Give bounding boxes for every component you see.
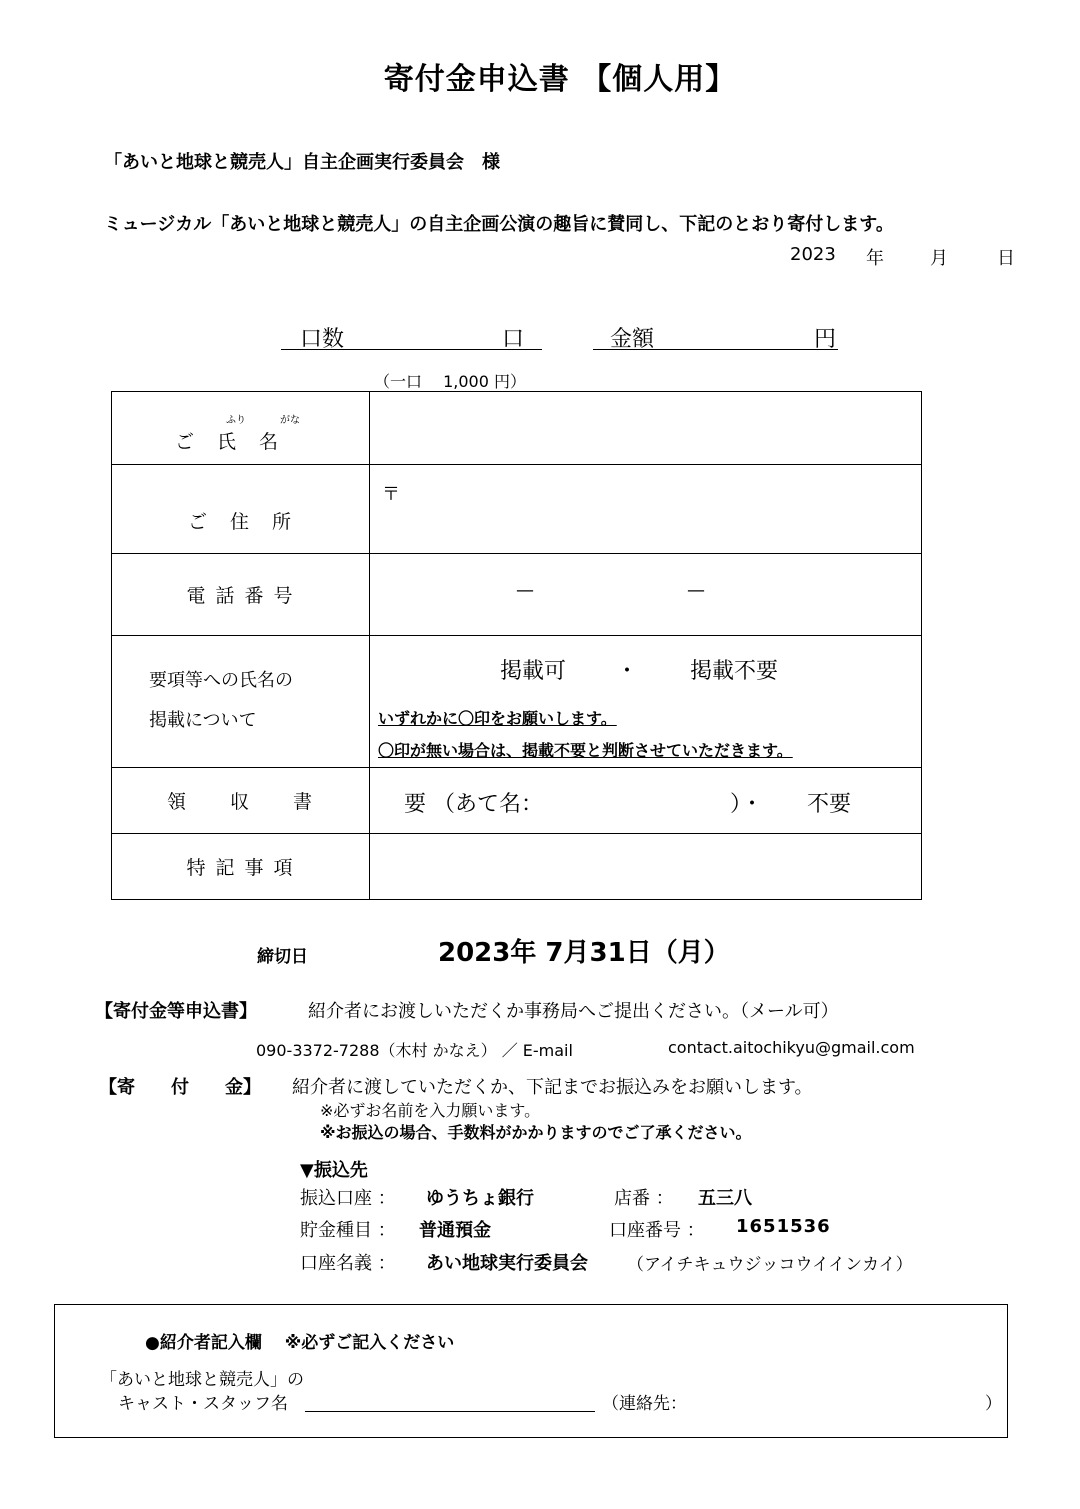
date-day-unit: 日 — [997, 248, 1015, 269]
unit-note: （一口 1,000 円） — [374, 372, 526, 391]
postal-mark: 〒 — [382, 484, 400, 505]
kuchi-underline — [281, 349, 542, 350]
notes-label: 特 記 事 項 — [112, 834, 370, 900]
listing-field — [370, 636, 922, 768]
introducer-contact-open: （連絡先： — [602, 1394, 687, 1414]
address-label: ご 住 所 — [112, 465, 370, 554]
amount-label: 金額 — [610, 327, 655, 352]
name-field[interactable] — [370, 392, 922, 465]
phone-dash-1: — — [516, 580, 534, 601]
bank-type-label: 貯金種目 ： — [300, 1220, 396, 1241]
introducer-box — [54, 1304, 1008, 1438]
receipt-close: ）・ — [730, 792, 764, 817]
listing-label-cell — [112, 636, 370, 768]
intro-text: ミュージカル「あいと地球と競売人」の自主企画公演の趣旨に賛同し、下記のとおり寄付します。 — [104, 214, 894, 235]
name-label-cell — [112, 392, 370, 465]
date-year: 2023 — [790, 244, 836, 265]
listing-note-2: 〇印が無い場合は、掲載不要と判断させていただきます。 — [378, 741, 793, 760]
notes-field[interactable] — [370, 834, 922, 900]
donation-note-1: ※必ずお名前を入力願います。 — [320, 1101, 541, 1120]
application-email[interactable]: contact.aitochikyu@gmail.com — [668, 1038, 915, 1057]
phone-field[interactable] — [370, 554, 922, 636]
bank-holder-value: あい地球実行委員会 — [426, 1253, 588, 1274]
bank-holder-kana: （アイチキュウジッコウイインカイ） — [627, 1255, 913, 1275]
kuchi-unit: 口 — [502, 327, 525, 352]
listing-option-ok[interactable]: 掲載可 — [500, 659, 567, 684]
application-text: 紹介者にお渡しいただくか事務局へご提出ください。（メール可） — [308, 1001, 839, 1022]
listing-note-1: いずれかに〇印をお願いします。 — [378, 709, 617, 728]
bank-type-value: 普通預金 — [419, 1220, 491, 1241]
introducer-name-field[interactable] — [305, 1411, 595, 1412]
addressee: 「あいと地球と競売人」自主企画実行委員会 様 — [104, 152, 500, 173]
introducer-line-2: キャスト・スタッフ名 — [118, 1394, 288, 1414]
bank-number-label: 口座番号 ： — [609, 1220, 705, 1241]
introducer-line-1: 「あいと地球と競売人」の — [100, 1370, 304, 1390]
amount-underline — [593, 349, 838, 350]
listing-separator: ・ — [616, 659, 639, 684]
address-field[interactable] — [370, 465, 922, 554]
amount-unit: 円 — [814, 327, 837, 352]
listing-label-1: 要項等への氏名の — [149, 669, 293, 691]
name-ruby-2: がな — [280, 415, 300, 426]
listing-label-2: 掲載について — [149, 709, 257, 731]
receipt-label: 領 収 書 — [112, 768, 370, 834]
application-contact: 090-3372-7288（木村 かなえ） ／ E-mail — [256, 1041, 573, 1060]
name-ruby-1: ふり — [226, 415, 246, 426]
application-heading: 【寄付金等申込書】 — [95, 1001, 257, 1022]
bank-number-value: 1651536 — [736, 1216, 831, 1237]
bank-holder-label: 口座名義 ： — [300, 1253, 396, 1274]
listing-option-ng[interactable]: 掲載不要 — [690, 659, 779, 684]
bank-branch-label: 店番 ： — [614, 1188, 674, 1209]
application-form-table — [111, 391, 922, 900]
introducer-heading: ●紹介者記入欄 ※必ずご記入ください — [145, 1333, 455, 1353]
kuchi-label: 口数 — [300, 327, 345, 352]
phone-label: 電 話 番 号 — [112, 554, 370, 636]
deadline-label: 締切日 — [257, 947, 308, 967]
date-month-unit: 月 — [930, 248, 948, 269]
name-label: ご 氏 名 — [175, 431, 281, 453]
bank-account-value: ゆうちょ銀行 — [426, 1188, 534, 1209]
donation-note-2: ※お振込の場合、手数料がかかりますのでご了承ください。 — [320, 1123, 752, 1142]
receipt-need[interactable]: 要 （あて名： — [404, 792, 543, 817]
deadline-value: 2023年 7月31日（月） — [438, 938, 730, 968]
date-year-unit: 年 — [866, 248, 884, 269]
donation-heading: 【寄 付 金】 — [99, 1077, 261, 1098]
bank-heading: ▼振込先 — [300, 1160, 368, 1181]
page-title: 寄付金申込書 【個人用】 — [383, 62, 737, 97]
bank-branch-value: 五三八 — [698, 1188, 752, 1209]
donation-text: 紹介者に渡していただくか、下記までお振込みをお願いします。 — [292, 1077, 813, 1098]
receipt-field — [370, 768, 922, 834]
bank-account-label: 振込口座 ： — [300, 1188, 396, 1209]
receipt-not-needed[interactable]: 不要 — [807, 792, 852, 817]
phone-dash-2: — — [687, 580, 705, 601]
introducer-contact-close: ） — [985, 1394, 1002, 1414]
